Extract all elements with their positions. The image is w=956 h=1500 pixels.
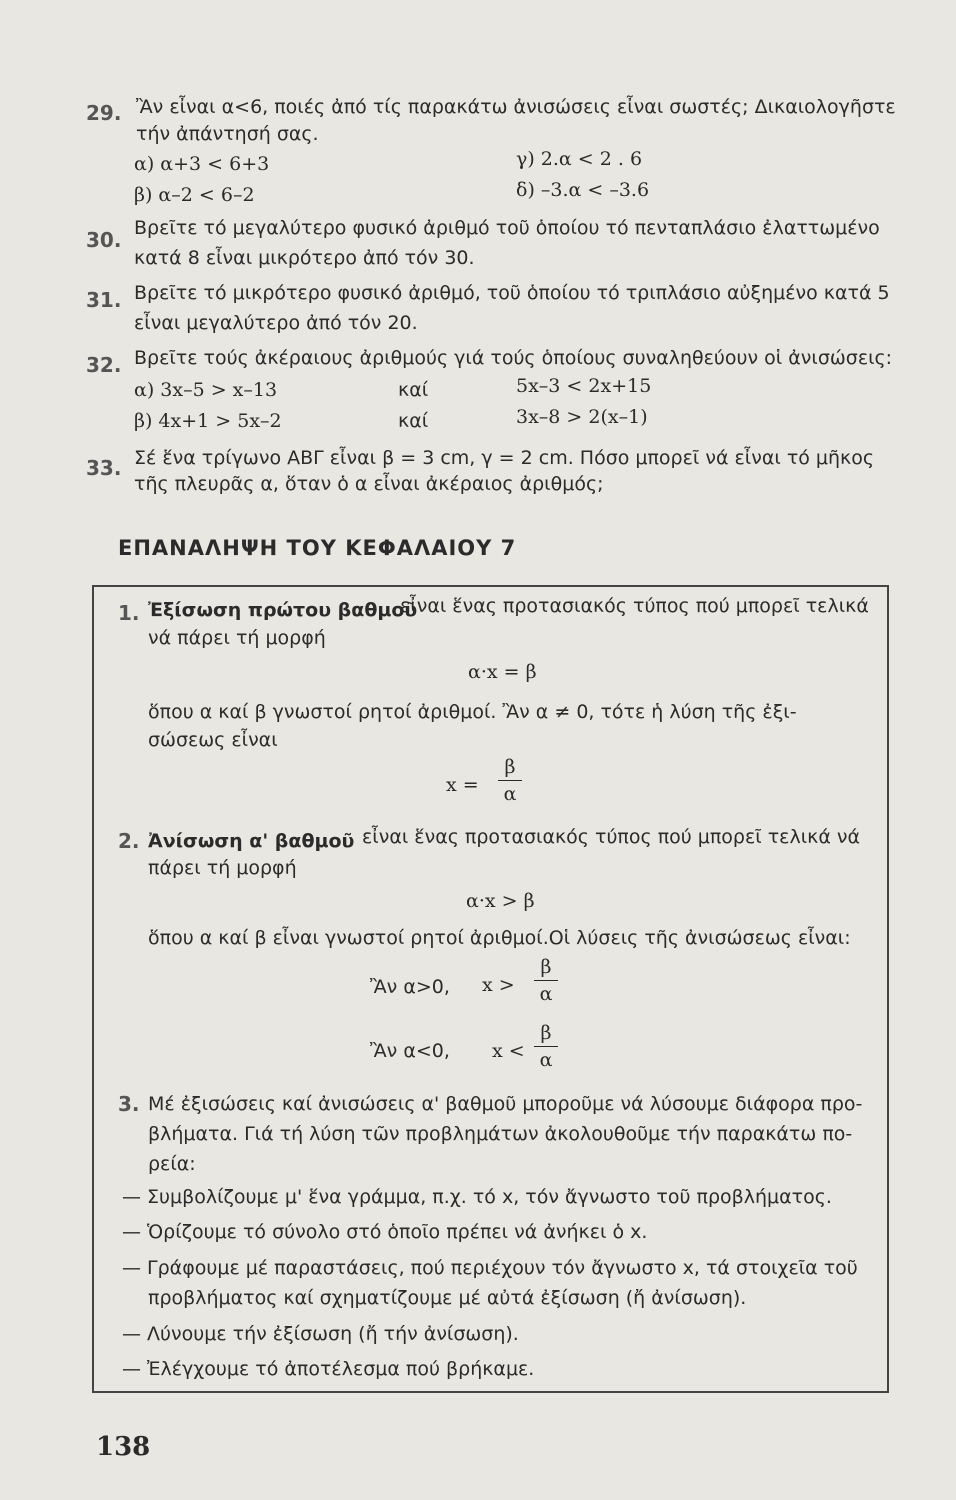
summary-1-number: 1. [118,601,140,625]
exercise-33-line2: τῆς πλευρᾶς α, ὅταν ὁ α εἶναι ἀκέραιος ἀριθμός; [134,473,604,495]
exercise-32-b-kai: καί [398,410,429,432]
fraction-bar [534,1046,558,1047]
exercise-30-line2: κατά 8 εἶναι μικρότερο ἀπό τόν 30. [134,247,475,269]
summary-3-step-1: — Συμβολίζουμε μ' ἕνα γράμμα, π.χ. τό x, τόν ἄγνωστο τοῦ προβλήματος. [122,1186,832,1208]
exercise-29-line1: Ἂν εἶναι α<6, ποιές ἀπό τίς παρακάτω ἀνισώσεις εἶναι σωστές; Δικαιολογῆστε [136,96,896,118]
summary-2-line3: ὅπου α καί β εἶναι γνωστοί ρητοί ἀριθμοί.Οἱ λύσεις τῆς ἀνισώσεως εἶναι: [148,927,851,949]
exercise-29-line2: τήν ἀπάντησή σας. [136,123,319,145]
fraction-denominator: α [503,783,517,805]
summary-3-line3: ρεία: [148,1153,196,1175]
summary-2-formula: α·x > β [466,890,535,912]
summary-2-case2-fraction [534,1022,558,1071]
summary-1-rest: εἶναι ἕνας προτασιακός τύπος πού μπορεῖ τελικά [400,595,869,617]
fraction-bar [534,980,558,981]
exercise-32-line1: Βρεῖτε τούς ἀκέραιους ἀριθμούς γιά τούς ὁποίους συναληθεύουν οἱ ἀνισώσεις: [134,347,893,369]
summary-1-term: Ἐξίσωση πρώτου βαθμοῦ [148,599,418,621]
exercise-29-option-a: α) α+3 < 6+3 [134,153,270,175]
summary-3-step-2: — Ὁρίζουμε τό σύνολο στό ὁποῖο πρέπει νά ἀνήκει ὁ x. [122,1221,648,1243]
summary-2-number: 2. [118,829,140,853]
summary-1-line3: ὅπου α καί β γνωστοί ρητοί ἀριθμοί. Ἂν α ≠ 0, τότε ἡ λύση τῆς ἐξι- [148,701,797,723]
summary-2-line2: πάρει τή μορφή [148,857,297,879]
exercise-31-line2: εἶναι μεγαλύτερο ἀπό τόν 20. [134,312,418,334]
exercise-31-number: 31. [86,288,122,312]
exercise-32-number: 32. [86,353,122,377]
summary-2-case2-condition: Ἂν α<0, [370,1040,450,1062]
exercise-30-number: 30. [86,228,122,252]
exercise-29-number: 29. [86,101,122,125]
summary-2-case2-lhs: x < [492,1040,525,1062]
summary-2-case1-lhs: x > [482,974,515,996]
section-title: ΕΠΑΝΑΛΗΨΗ ΤΟΥ ΚΕΦΑΛΑΙΟΥ 7 [118,536,517,560]
summary-1-line2: νά πάρει τή μορφή [148,627,326,649]
summary-2-term: Ἀνίσωση α' βαθμοῦ [148,830,355,852]
exercise-29-option-d: δ) –3.α < –3.6 [516,179,650,201]
summary-3-step-4: — Λύνουμε τήν ἐξίσωση (ἤ τήν ἀνίσωση). [122,1323,519,1345]
exercise-29-option-b: β) α–2 < 6–2 [134,184,255,206]
summary-3-step-3: — Γράφουμε μέ παραστάσεις, πού περιέχουν τόν ἄγνωστο x, τά στοιχεῖα τοῦ [122,1257,858,1279]
summary-3-number: 3. [118,1092,140,1116]
exercise-30-line1: Βρεῖτε τό μεγαλύτερο φυσικό ἀριθμό τοῦ ὁποίου τό πενταπλάσιο ἐλαττωμένο [134,217,880,239]
summary-2-case1-condition: Ἂν α>0, [370,976,450,998]
exercise-32-b-left: β) 4x+1 > 5x–2 [134,410,282,432]
summary-1-solution-lhs: x = [446,774,479,796]
fraction-denominator: α [539,983,553,1005]
fraction-bar [498,780,522,781]
fraction-denominator: α [539,1049,553,1071]
summary-3-step-5: — Ἐλέγχουμε τό ἀποτέλεσμα πού βρήκαμε. [122,1358,535,1380]
fraction-numerator: β [540,1022,552,1044]
exercise-32-a-kai: καί [398,379,429,401]
summary-3-line2: βλήματα. Γιά τή λύση τῶν προβλημάτων ἀκολουθοῦμε τήν παρακάτω πο- [148,1123,853,1145]
exercise-32-b-right: 3x–8 > 2(x–1) [516,406,648,428]
summary-1-formula: α·x = β [468,661,537,683]
exercise-32-a-right: 5x–3 < 2x+15 [516,375,652,397]
exercise-33-line1: Σέ ἕνα τρίγωνο ΑΒΓ εἶναι β = 3 cm, γ = 2 cm. Πόσο μπορεῖ νά εἶναι τό μῆκος [134,447,875,469]
fraction-numerator: β [540,956,552,978]
summary-2-case1-fraction [534,956,558,1005]
exercise-31-line1: Βρεῖτε τό μικρότερο φυσικό ἀριθμό, τοῦ ὁποίου τό τριπλάσιο αὐξημένο κατά 5 [134,282,890,304]
summary-3-step-3-cont: προβλήματος καί σχηματίζουμε μέ αὐτά ἐξίσωση (ἤ ἀνίσωση). [148,1287,747,1309]
fraction-numerator: β [504,756,516,778]
exercise-32-a-left: α) 3x–5 > x–13 [134,379,278,401]
page-number: 138 [96,1432,151,1462]
exercise-33-number: 33. [86,456,122,480]
summary-1-solution-fraction [498,756,522,805]
summary-2-rest: εἶναι ἕνας προτασιακός τύπος πού μπορεῖ τελικά νά [362,826,861,848]
summary-3-line1: Μέ ἐξισώσεις καί ἀνισώσεις α' βαθμοῦ μποροῦμε νά λύσουμε διάφορα προ- [148,1093,863,1115]
summary-1-line4: σώσεως εἶναι [148,729,278,751]
exercise-29-option-g: γ) 2.α < 2 . 6 [516,148,643,170]
